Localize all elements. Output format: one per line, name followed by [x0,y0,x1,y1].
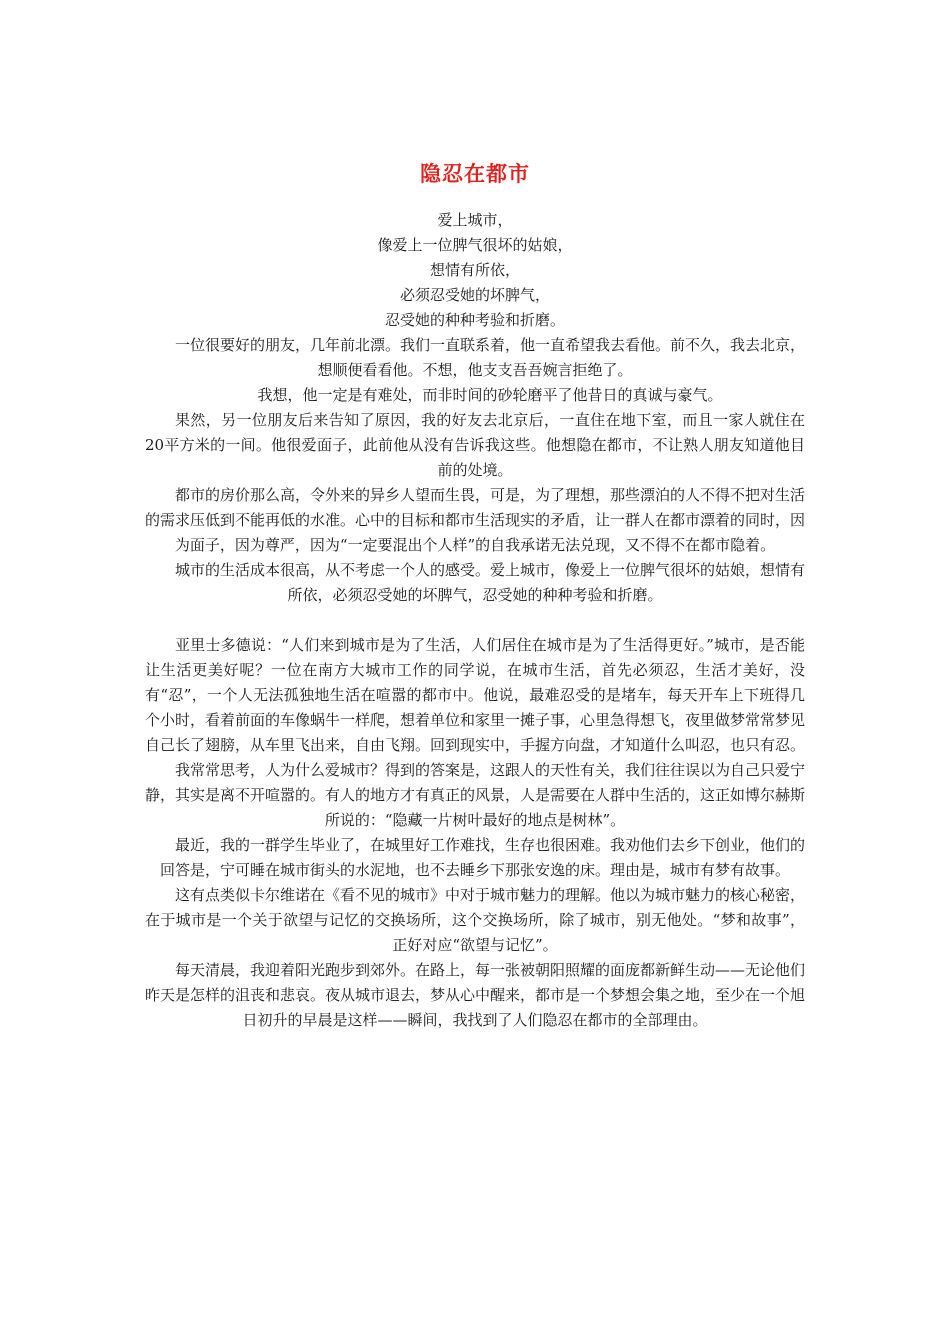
opening-poem [145,208,805,333]
poem-line: 忍受她的种种考验和折磨。 [384,311,565,329]
paragraph: 这有点类似卡尔维诺在《看不见的城市》中对于城市魅力的理解。他以为城市魅力的核心秘密，在于城市是一个关于欲望与记忆的交换场所，这个交换场所，除了城市，别无他处。“梦和故事”，正好对应“欲望与记忆”。 [145,886,806,954]
paragraph: 每天清晨，我迎着阳光跑步到郊外。在路上，每一张被朝阳照耀的面庞都新鲜生动——无论他们昨天是怎样的沮丧和悲哀。夜从城市退去，梦从心中醒来，都市是一个梦想会集之地，至少在一个旭日初升的早晨是这样——瞬间，我找到了人们隐忍在都市的全部理由。 [145,961,806,1029]
poem-line: 想情有所依， [429,261,520,279]
paragraph: 都市的房价那么高，令外来的异乡人望而生畏，可是，为了理想，那些漂泊的人不得不把对生活的需求压低到不能再低的水准。心中的目标和都市生活现实的矛盾，让一群人在都市漂着的同时，因为面子，因为尊严，因为“一定要混出个人样”的自我承诺无法兑现，又不得不在都市隐着。 [145,486,806,554]
paragraph: 亚里士多德说：“人们来到城市是为了生活，人们居住在城市是为了生活得更好。”城市，是否能让生活更美好呢？一位在南方大城市工作的同学说，在城市生活，首先必须忍，生活才美好，没有“忍”，一个人无法孤独地生活在喧嚣的都市中。他说，最难忍受的是堵车，每天开车上下班得几个小时，看着前面的车像蜗牛一样爬，想着单位和家里一摊子事，心里急得想飞，夜里做梦常常梦见自己长了翅膀，从车里飞出来，自由飞翔。回到现实中，手握方向盘，才知道什么叫忍，也只有忍。 [145,636,806,754]
section-gap [145,608,805,633]
paragraph: 果然，另一位朋友后来告知了原因，我的好友去北京后，一直住在地下室，而且一家人就住在20平方米的一间。他很爱面子，此前他从没有告诉我这些。他想隐在都市，不让熟人朋友知道他目前的处境。 [145,411,805,479]
paragraph: 城市的生活成本很高，从不考虑一个人的感受。爱上城市，像爱上一位脾气很坏的姑娘，想情有所依，必须忍受她的坏脾气，忍受她的种种考验和折磨。 [175,561,806,604]
poem-line: 爱上城市， [437,211,513,229]
paragraph: 最近，我的一群学生毕业了，在城里好工作难找，生存也很困难。我劝他们去乡下创业，他们的回答是，宁可睡在城市街头的水泥地，也不去睡乡下那张安逸的床。理由是，城市有梦有故事。 [159,836,806,879]
document-title: 隐忍在都市 [420,162,530,186]
document-body [145,208,805,1033]
paragraph: 一位很要好的朋友，几年前北漂。我们一直联系着，他一直希望我去看他。前不久，我去北京，想顺便看看他。不想，他支支吾吾婉言拒绝了。 [175,336,806,379]
paragraph: 我想，他一定是有难处，而非时间的砂轮磨平了他昔日的真诚与豪气。 [257,386,723,404]
poem-line: 像爱上一位脾气很坏的姑娘， [377,236,573,254]
paragraph: 我常常思考，人为什么爱城市？得到的答案是，这跟人的天性有关，我们往往误以为自己只爱宁静，其实是离不开喧嚣的。有人的地方才有真正的风景，人是需要在人群中生活的，这正如博尔赫斯所说的：“隐藏一片树叶最好的地点是树林”。 [145,761,806,829]
poem-line: 必须忍受她的坏脾气， [399,286,550,304]
